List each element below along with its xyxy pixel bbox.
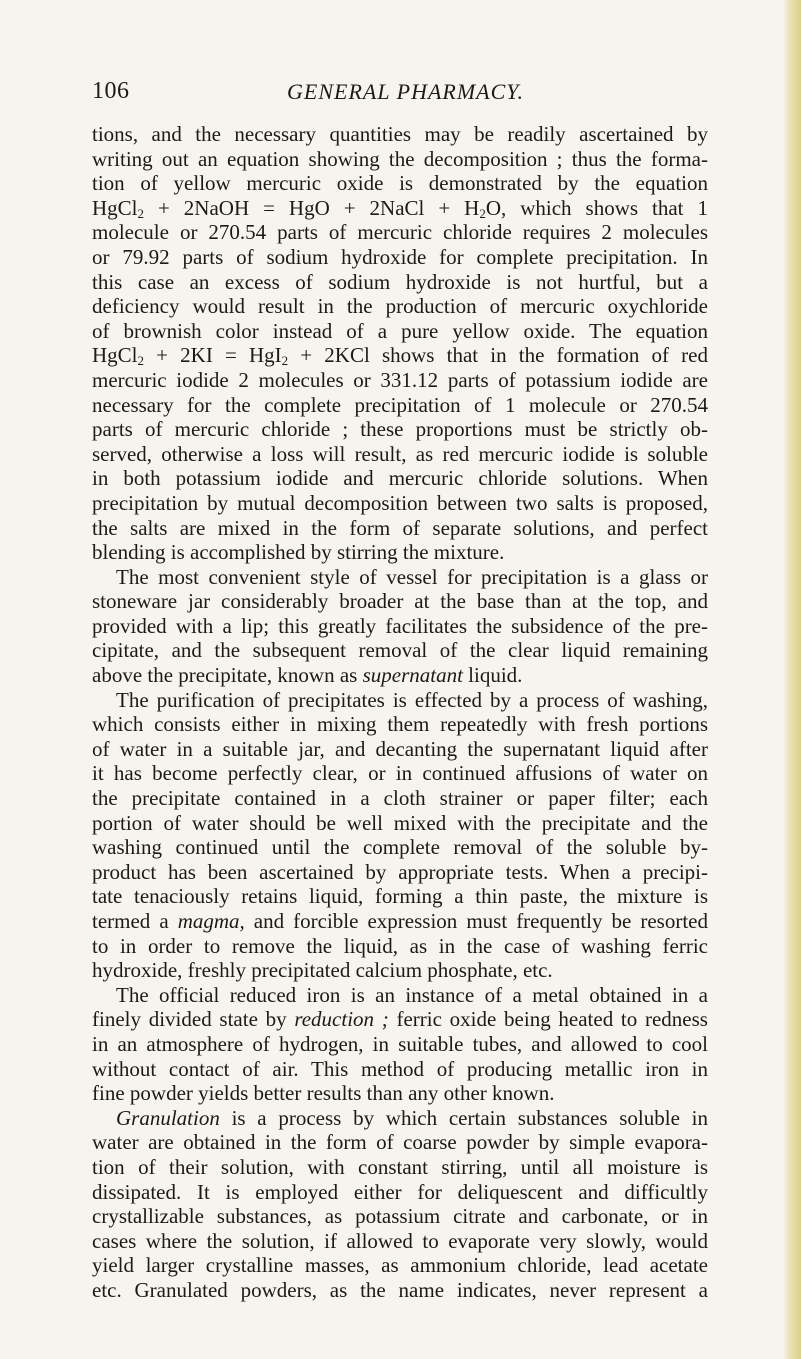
text-line: cipitate, and the subsequent removal of the clear liquid remaining xyxy=(92,638,708,663)
equation-part: O, which shows that 1 xyxy=(485,195,708,220)
page-number: 106 xyxy=(92,78,130,104)
text-line: deficiency would result in the production of mercuric oxychloride xyxy=(92,294,708,319)
text-line: this case an excess of sodium hydroxide is not hurtful, but a xyxy=(92,269,708,294)
text-line: necessary for the complete precipitation of 1 molecule or 270.54 xyxy=(92,392,708,417)
text-part: above the precipitate, known as xyxy=(92,663,363,688)
text-line: dissipated. It is employed either for deliquescent and difficultly xyxy=(92,1179,708,1204)
text-line xyxy=(92,909,708,934)
text-line: precipitation by mutual decomposition between two salts is proposed, xyxy=(92,490,708,515)
text-line: it has become perfectly clear, or in continued affusions of water on xyxy=(92,761,708,786)
italic-term: Granulation xyxy=(116,1105,220,1130)
text-line: hydroxide, freshly precipitated calcium phosphate, etc. xyxy=(92,958,553,983)
body-text xyxy=(92,122,708,1303)
text-line: mercuric iodide 2 molecules or 331.12 parts of potassium iodide are xyxy=(92,367,708,392)
text-line: blending is accomplished by stirring the mixture. xyxy=(92,540,505,565)
text-part: liquid. xyxy=(462,663,523,688)
subscript: 2 xyxy=(137,353,145,369)
text-line: product has been ascertained by appropriate tests. When a precipi- xyxy=(92,859,708,884)
text-line: or 79.92 parts of sodium hydroxide for complete precipitation. In xyxy=(92,244,708,269)
text-line: provided with a lip; this greatly facilitates the subsidence of the pre- xyxy=(92,613,708,638)
text-line: tions, and the necessary quantities may be readily ascertained by xyxy=(92,122,708,146)
text-line: which consists either in mixing them repeatedly with fresh portions xyxy=(92,712,708,737)
text-line: tion of yellow mercuric oxide is demonstrated by the equation xyxy=(92,171,708,196)
text-line: parts of mercuric chloride ; these proportions must be strictly ob- xyxy=(92,417,708,442)
equation-part: + 2KI = HgI xyxy=(144,343,282,368)
text-part: ferric oxide being heated to redness xyxy=(388,1007,708,1032)
text-line: of brownish color instead of a pure yellow oxide. The equation xyxy=(92,318,708,343)
text-line: without contact of air. This method of producing metallic iron in xyxy=(92,1056,708,1081)
text-line: washing continued until the complete removal of the soluble by- xyxy=(92,835,708,860)
text-line: cases where the solution, if allowed to evaporate very slowly, would xyxy=(92,1228,708,1253)
running-title: GENERAL PHARMACY. xyxy=(287,79,525,104)
text-line: The most convenient style of vessel for precipitation is a glass or xyxy=(116,564,708,589)
equation-line xyxy=(92,196,708,221)
text-line: tate tenaciously retains liquid, forming a thin paste, the mixture is xyxy=(92,884,708,909)
text-line: yield larger crystalline masses, as ammonium chloride, lead acetate xyxy=(92,1253,708,1278)
running-header xyxy=(92,78,712,108)
text-line: etc. Granulated powders, as the name indicates, never represent a xyxy=(92,1277,708,1302)
page-edge-shadow xyxy=(783,0,801,1359)
text-line: in both potassium iodide and mercuric chloride solutions. When xyxy=(92,466,708,491)
text-line: to in order to remove the liquid, as in the case of washing ferric xyxy=(92,933,708,958)
italic-term: magma, xyxy=(177,909,245,933)
text-part: termed a xyxy=(92,909,178,933)
subscript: 2 xyxy=(137,205,145,221)
equation-part: + 2NaOH = HgO + 2NaCl + H xyxy=(144,195,480,220)
text-line: molecule or 270.54 parts of mercuric chloride requires 2 molecules xyxy=(92,220,708,245)
text-line xyxy=(92,663,708,688)
text-line: fine powder yields better results than any other known. xyxy=(92,1081,555,1106)
equation-part: HgCl xyxy=(92,195,138,220)
text-line xyxy=(92,1106,708,1131)
text-part: is a process by which certain substances soluble in xyxy=(219,1105,708,1130)
text-line: served, otherwise a loss will result, as red mercuric iodide is soluble xyxy=(92,441,708,466)
subscript: 2 xyxy=(281,353,289,369)
text-line: of water in a suitable jar, and decanting the supernatant liquid after xyxy=(92,736,708,761)
text-line: water are obtained in the form of coarse powder by simple evapora- xyxy=(92,1130,708,1155)
equation-part: + 2KCl shows that in the formation of red xyxy=(288,343,708,368)
text-line: The official reduced iron is an instance of a metal obtained in a xyxy=(116,982,708,1007)
text-line: crystallizable substances, as potassium citrate and carbonate, or in xyxy=(92,1204,708,1229)
text-part: and forcible expression must frequently be resorted xyxy=(244,909,709,933)
text-line xyxy=(92,1007,708,1032)
text-line: tion of their solution, with constant stirring, until all moisture is xyxy=(92,1154,708,1179)
italic-term: reduction ; xyxy=(294,1007,389,1032)
text-part: finely divided state by xyxy=(92,1007,295,1032)
italic-term: supernatant xyxy=(362,663,463,688)
subscript: 2 xyxy=(479,205,486,221)
text-line: stoneware jar considerably broader at the base than at the top, and xyxy=(92,589,708,614)
text-line: The purification of precipitates is effected by a process of washing, xyxy=(116,687,708,712)
text-line: in an atmosphere of hydrogen, in suitable tubes, and allowed to cool xyxy=(92,1031,708,1056)
text-line: the salts are mixed in the form of separate solutions, and perfect xyxy=(92,515,708,540)
text-line: portion of water should be well mixed with the precipitate and the xyxy=(92,810,708,835)
equation-line xyxy=(92,343,708,368)
text-line: writing out an equation showing the decomposition ; thus the forma- xyxy=(92,146,708,171)
text-line: the precipitate contained in a cloth strainer or paper filter; each xyxy=(92,786,708,811)
equation-part: HgCl xyxy=(92,343,138,368)
